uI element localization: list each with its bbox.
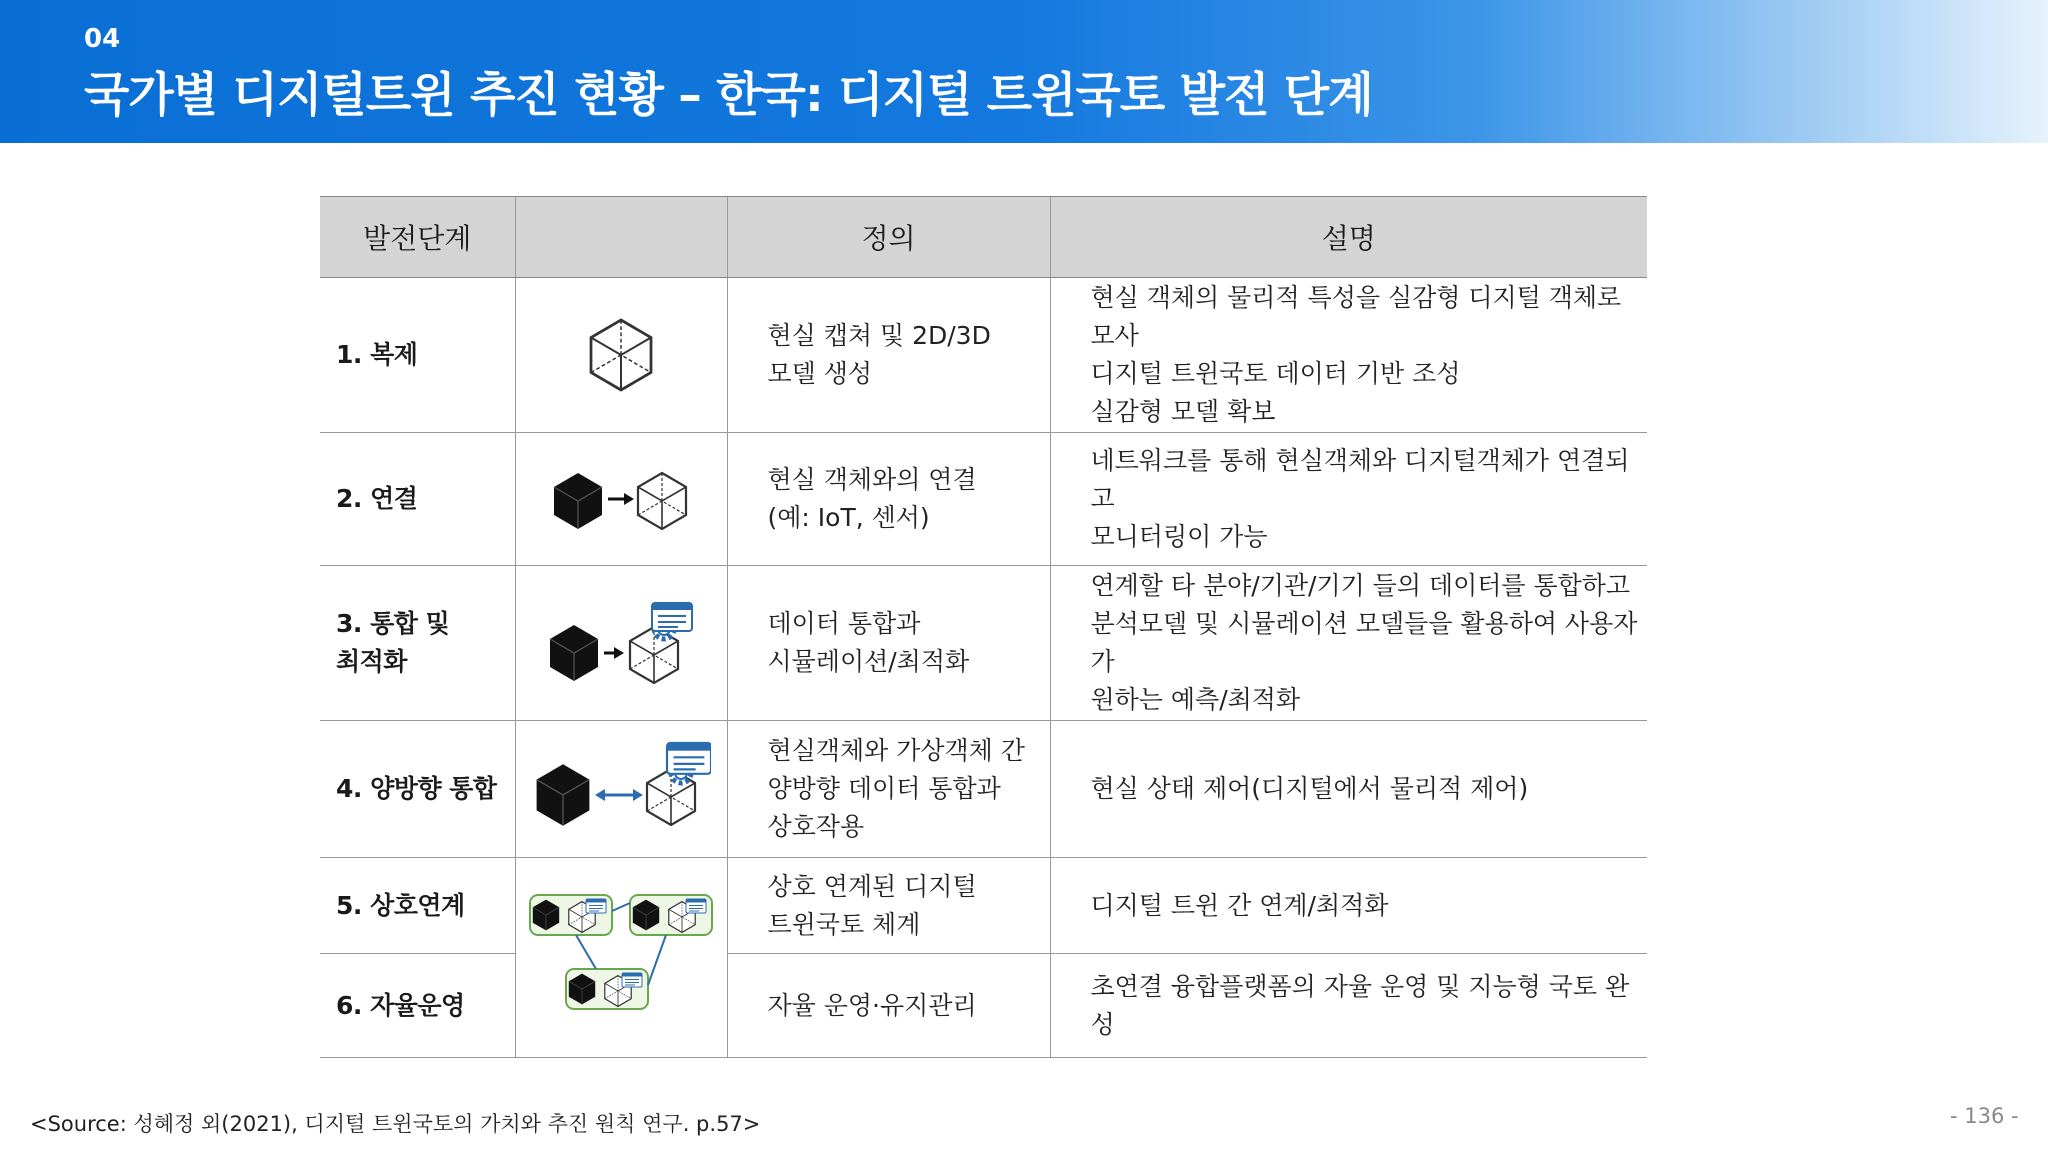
stage-name: 4. 양방향 통합 xyxy=(320,721,515,858)
stage-name: 2. 연결 xyxy=(320,433,515,566)
stage-description: 네트워크를 통해 현실객체와 디지털객체가 연결되고 모니터링이 가능 xyxy=(1050,433,1647,566)
twin-node xyxy=(530,895,612,935)
table-header-row xyxy=(320,197,1647,278)
stage-definition: 현실 객체와의 연결 (예: IoT, 센서) xyxy=(727,433,1050,566)
stage-definition: 상호 연계된 디지털 트윈국토 체계 xyxy=(727,858,1050,954)
twin-node xyxy=(630,895,712,935)
stage-name: 3. 통합 및 최적화 xyxy=(320,566,515,721)
title-banner xyxy=(0,0,2048,143)
stage-name: 6. 자율운영 xyxy=(320,954,515,1058)
column-header-icon xyxy=(515,197,727,278)
table-row xyxy=(320,858,1647,954)
table-row xyxy=(320,433,1647,566)
source-citation: <Source: 성혜정 외(2021), 디지털 트윈국토의 가치와 추진 원칙 연구. p.57> xyxy=(30,1112,761,1136)
stage-name: 1. 복제 xyxy=(320,278,515,433)
cube-bidirectional-icon xyxy=(531,739,711,839)
stage-name: 5. 상호연계 xyxy=(320,858,515,954)
stage-description: 디지털 트윈 간 연계/최적화 xyxy=(1050,858,1647,954)
table-row xyxy=(320,721,1647,858)
column-header-definition: 정의 xyxy=(727,197,1050,278)
development-stage-table xyxy=(320,196,1647,1058)
page-title: 국가별 디지털트윈 추진 현황 – 한국: 디지털 트윈국토 발전 단계 xyxy=(84,68,1373,123)
twin-network-icon xyxy=(526,889,716,1019)
section-number: 04 xyxy=(84,24,121,54)
stage-definition: 데이터 통합과 시뮬레이션/최적화 xyxy=(727,566,1050,721)
page-number: - 136 - xyxy=(1950,1104,2019,1128)
stage-definition: 현실객체와 가상객체 간 양방향 데이터 통합과 상호작용 xyxy=(727,721,1050,858)
stage-definition: 자율 운영·유지관리 xyxy=(727,954,1050,1058)
stage-description: 연계할 타 분야/기관/기기 들의 데이터를 통합하고 분석모델 및 시뮬레이션 모델들을 활용하여 사용자가 원하는 예측/최적화 xyxy=(1050,566,1647,721)
wireframe-cube-icon xyxy=(571,305,671,405)
stage-definition: 현실 캡쳐 및 2D/3D 모델 생성 xyxy=(727,278,1050,433)
column-header-description: 설명 xyxy=(1050,197,1647,278)
column-header-stage: 발전단계 xyxy=(320,197,515,278)
cube-connect-icon xyxy=(546,459,696,539)
stage-description: 현실 객체의 물리적 특성을 실감형 디지털 객체로 모사 디지털 트윈국토 데이터 기반 조성 실감형 모델 확보 xyxy=(1050,278,1647,433)
stage-description: 초연결 융합플랫폼의 자율 운영 및 지능형 국토 완성 xyxy=(1050,954,1647,1058)
twin-node xyxy=(566,969,648,1009)
stage-description: 현실 상태 제어(디지털에서 물리적 제어) xyxy=(1050,721,1647,858)
cube-integrate-icon xyxy=(546,595,696,691)
table-row xyxy=(320,278,1647,433)
table-row xyxy=(320,566,1647,721)
